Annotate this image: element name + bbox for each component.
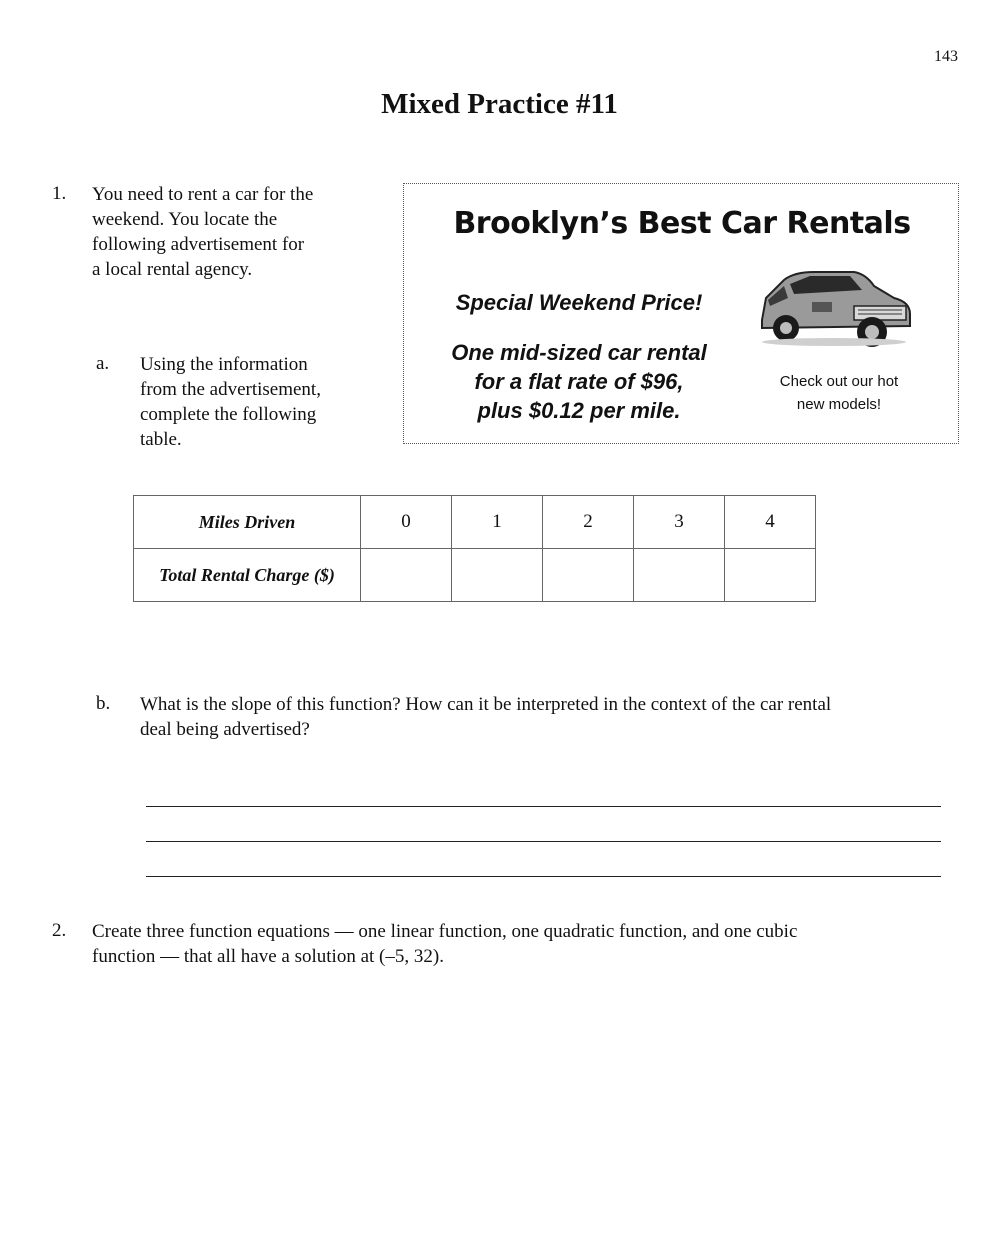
- text-line: function — that all have a solution at (–5, 32).: [92, 946, 444, 967]
- answer-line[interactable]: [146, 806, 941, 807]
- ad-subtitle: Special Weekend Price!: [455, 290, 703, 315]
- ad-offer-line: One mid-sized car rental: [451, 340, 707, 365]
- table-row: [134, 496, 816, 549]
- text-line: Using the information: [140, 354, 308, 375]
- page-title: Mixed Practice #11: [381, 88, 618, 120]
- miles-cell: 0: [361, 496, 452, 549]
- text-line: weekend. You locate the: [92, 209, 278, 230]
- text-line: deal being advertised?: [140, 719, 310, 740]
- text-line: table.: [140, 429, 182, 450]
- miles-driven-header: Miles Driven: [134, 496, 361, 549]
- ad-cta-line: new models!: [796, 396, 882, 413]
- question-2-number: 2.: [52, 920, 67, 941]
- ad-offer: [434, 338, 724, 425]
- car-image: [754, 262, 914, 352]
- text-line: You need to rent a car for the: [92, 184, 314, 205]
- part-b-label: b.: [96, 693, 111, 714]
- text-line: following advertisement for: [92, 234, 305, 255]
- charge-cell[interactable]: [543, 549, 634, 602]
- ad-cta-line: Check out our hot: [779, 373, 899, 390]
- page-number: 143: [934, 48, 958, 65]
- advertisement-box: [403, 183, 959, 444]
- text-line: complete the following: [140, 404, 317, 425]
- charge-cell[interactable]: [452, 549, 543, 602]
- miles-cell: 4: [725, 496, 816, 549]
- miles-cell: 2: [543, 496, 634, 549]
- question-2-text: [92, 919, 962, 969]
- question-1-text: [92, 182, 382, 282]
- miles-cell: 3: [634, 496, 725, 549]
- table-row: [134, 549, 816, 602]
- text-line: Create three function equations — one linear function, one quadratic function, and one cubic: [92, 921, 798, 942]
- part-b-text: [140, 692, 960, 742]
- answer-line[interactable]: [146, 876, 941, 877]
- part-a-label: a.: [96, 353, 110, 374]
- miles-cell: 1: [452, 496, 543, 549]
- text-line: a local rental agency.: [92, 259, 253, 280]
- answer-line[interactable]: [146, 841, 941, 842]
- charge-cell[interactable]: [361, 549, 452, 602]
- ad-offer-line: plus $0.12 per mile.: [477, 398, 681, 423]
- charge-cell[interactable]: [634, 549, 725, 602]
- ad-offer-line: for a flat rate of $96,: [474, 369, 684, 394]
- charge-cell[interactable]: [725, 549, 816, 602]
- text-line: What is the slope of this function? How can it be interpreted in the context of the car rental: [140, 694, 832, 715]
- part-a-text: [140, 352, 380, 452]
- rental-table: [133, 495, 816, 602]
- text-line: from the advertisement,: [140, 379, 321, 400]
- ad-call-to-action: [759, 370, 919, 416]
- question-1-number: 1.: [52, 183, 67, 204]
- ad-title: Brooklyn’s Best Car Rentals: [453, 206, 911, 241]
- total-charge-header: Total Rental Charge ($): [134, 549, 361, 602]
